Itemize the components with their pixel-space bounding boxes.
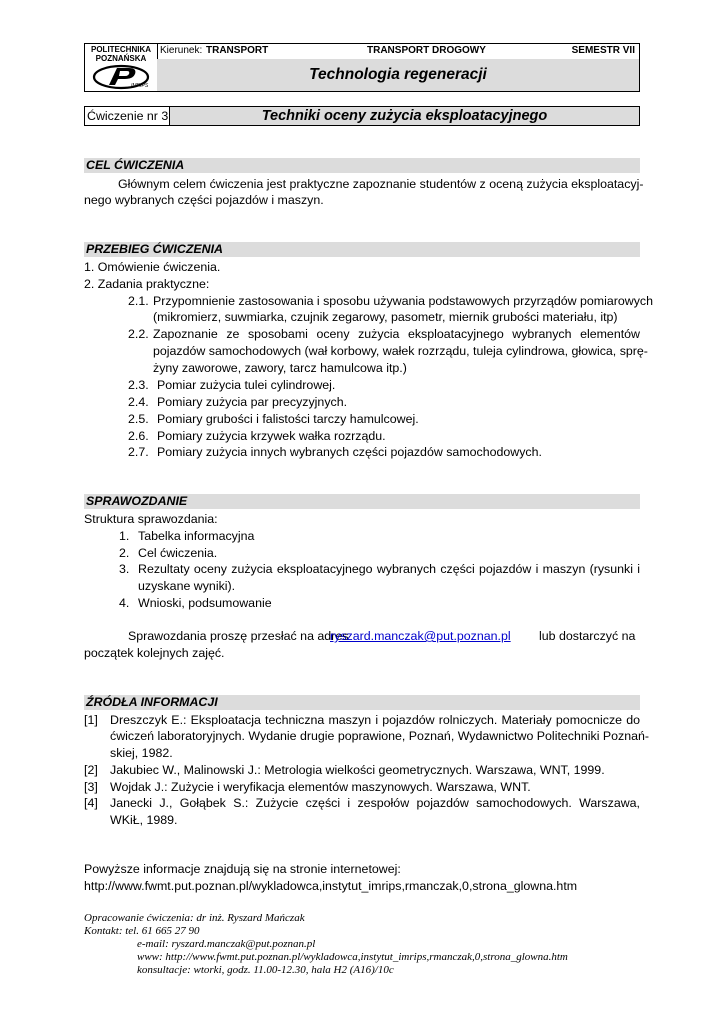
footer-contact: Kontakt: tel. 61 665 27 90 <box>84 925 200 937</box>
subtask-line: Pomiar zużycia tulei cylindrowej. <box>157 378 336 392</box>
logo-text: IMRIPS <box>131 83 149 89</box>
report-item-number: 1. <box>119 529 130 543</box>
footer-consult: konsultacje: wtorki, godz. 11.00-12.30, hala H2 (A16)/10c <box>137 964 394 976</box>
exercise-number: Ćwiczenie nr 3 <box>87 109 169 123</box>
course-item-1: 1. Omówienie ćwiczenia. <box>84 260 221 274</box>
report-item-line: Rezultaty oceny zużycia eksploatacyjnego wybranych części pojazdów i maszyn (rysunki i <box>138 562 640 576</box>
university-name-line1: POLITECHNIKA <box>91 45 151 54</box>
subtask-number: 2.1. <box>128 294 149 308</box>
report-item-line: Wnioski, podsumowanie <box>138 596 272 610</box>
report-send-text-end: lub dostarczyć na <box>539 629 636 643</box>
report-item-number: 2. <box>119 546 130 560</box>
subtask-number: 2.2. <box>128 327 149 341</box>
subtask-line: Pomiary grubości i falistości tarczy hamulcowej. <box>157 412 419 426</box>
report-item-number: 4. <box>119 596 130 610</box>
course-title: Technologia regeneracji <box>157 59 639 91</box>
ref-line: Janecki J., Gołąbek S.: Zużycie części i zespołów pojazdów samochodowych. Warszawa, <box>110 796 640 810</box>
subtask-number: 2.6. <box>128 429 149 443</box>
exercise-title: Techniki oceny zużycia eksploatacyjnego <box>170 107 639 125</box>
ref-line: Jakubiec W., Malinowski J.: Metrologia wielkości geometrycznych. Warszawa, WNT, 1999. <box>110 763 605 777</box>
report-item-line: uzyskane wyniki). <box>138 579 236 593</box>
ref-number: [3] <box>84 780 98 794</box>
imrips-logo-icon <box>91 63 151 90</box>
ref-line: WKiŁ, 1989. <box>110 813 178 827</box>
subtask-line: Pomiary zużycia krzywek wałka rozrządu. <box>157 429 386 443</box>
web-url[interactable]: http://www.fwmt.put.poznan.pl/wykladowca,instytut_imrips,rmanczak,0,strona_glowna.htm <box>84 879 578 893</box>
ref-number: [1] <box>84 713 98 727</box>
report-item-line: Tabelka informacyjna <box>138 529 255 543</box>
report-item-line: Cel ćwiczenia. <box>138 546 218 560</box>
subtask-line: Pomiary zużycia par precyzyjnych. <box>157 395 348 409</box>
field-value: TRANSPORT <box>206 45 269 56</box>
ref-line: Dreszczyk E.: Eksploatacja techniczna maszyn i pojazdów rolniczych. Materiały pomocnicze do <box>110 713 640 727</box>
subtask-line: pojazdów samochodowych (wał korbowy, wałek rozrządu, tuleja cylindrowa, głowica, sprę- <box>153 344 648 358</box>
footer-email[interactable]: e-mail: ryszard.manczak@put.poznan.pl <box>137 938 316 950</box>
subtask-number: 2.3. <box>128 378 149 392</box>
ref-number: [2] <box>84 763 98 777</box>
exercise-header <box>84 106 640 126</box>
report-send-line2: początek kolejnych zajęć. <box>84 646 225 660</box>
ref-line: skiej, 1982. <box>110 746 173 760</box>
course-item-2: 2. Zadania praktyczne: <box>84 277 210 291</box>
field-label: Kierunek: <box>160 45 203 56</box>
web-info-text: Powyższe informacje znajdują się na stronie internetowej: <box>84 862 401 876</box>
ref-line: Wojdak J.: Zużycie i weryfikacja elementów maszynowych. Warszawa, WNT. <box>110 780 531 794</box>
subtask-line: (mikromierz, suwmiarka, czujnik zegarowy, pasometr, miernik grubości materiału, itp) <box>153 310 618 324</box>
subtask-line: Przypomnienie zastosowania i sposobu używania podstawowych przyrządów pomiarowych <box>153 294 653 308</box>
ref-number: [4] <box>84 796 98 810</box>
subtask-line: Pomiary zużycia innych wybranych części pojazdów samochodowych. <box>157 445 542 459</box>
university-name-line2: POZNAŃSKA <box>95 54 147 63</box>
subtask-line: żyny zaworowe, zawory, tarcz hamulcowa itp.) <box>153 361 407 375</box>
subtask-number: 2.5. <box>128 412 149 426</box>
ref-line: ćwiczeń laboratoryjnych. Wydanie drugie poprawione, Poznań, Wydawnictwo Politechniki Poznań- <box>110 729 650 743</box>
header-info-row <box>157 44 639 60</box>
goal-text-line1: Głównym celem ćwiczenia jest praktyczne zapoznanie studentów z oceną zużycia eksploatacyj- <box>118 177 644 191</box>
subtask-line: Zapoznanie ze sposobami oceny zużycia eksploatacyjnego wybranych elementów <box>153 327 640 341</box>
section-heading-sources: ŹRÓDŁA INFORMACJI <box>84 695 640 710</box>
subtask-number: 2.4. <box>128 395 149 409</box>
semester: SEMESTR VII <box>571 45 635 56</box>
document-header <box>84 43 640 92</box>
subtask-number: 2.7. <box>128 445 149 459</box>
specialty: TRANSPORT DROGOWY <box>367 45 486 56</box>
university-logo <box>85 44 158 91</box>
report-send-text: Sprawozdania proszę przesłać na adres <box>128 629 349 643</box>
goal-text-line2: nego wybranych części pojazdów i maszyn. <box>84 193 324 207</box>
report-email-link[interactable]: ryszard.manczak@put.poznan.pl <box>330 629 511 643</box>
section-heading-goal: CEL ĆWICZENIA <box>84 158 640 173</box>
section-heading-report: SPRAWOZDANIE <box>84 494 640 509</box>
report-intro: Struktura sprawozdania: <box>84 512 218 526</box>
section-heading-course: PRZEBIEG ĆWICZENIA <box>84 242 640 257</box>
footer-www[interactable]: www: http://www.fwmt.put.poznan.pl/wykladowca,instytut_imrips,rmanczak,0,strona_glowna.htm <box>137 951 568 963</box>
report-item-number: 3. <box>119 562 130 576</box>
footer-prepared: Opracowanie ćwiczenia: dr inż. Ryszard Mańczak <box>84 912 305 924</box>
